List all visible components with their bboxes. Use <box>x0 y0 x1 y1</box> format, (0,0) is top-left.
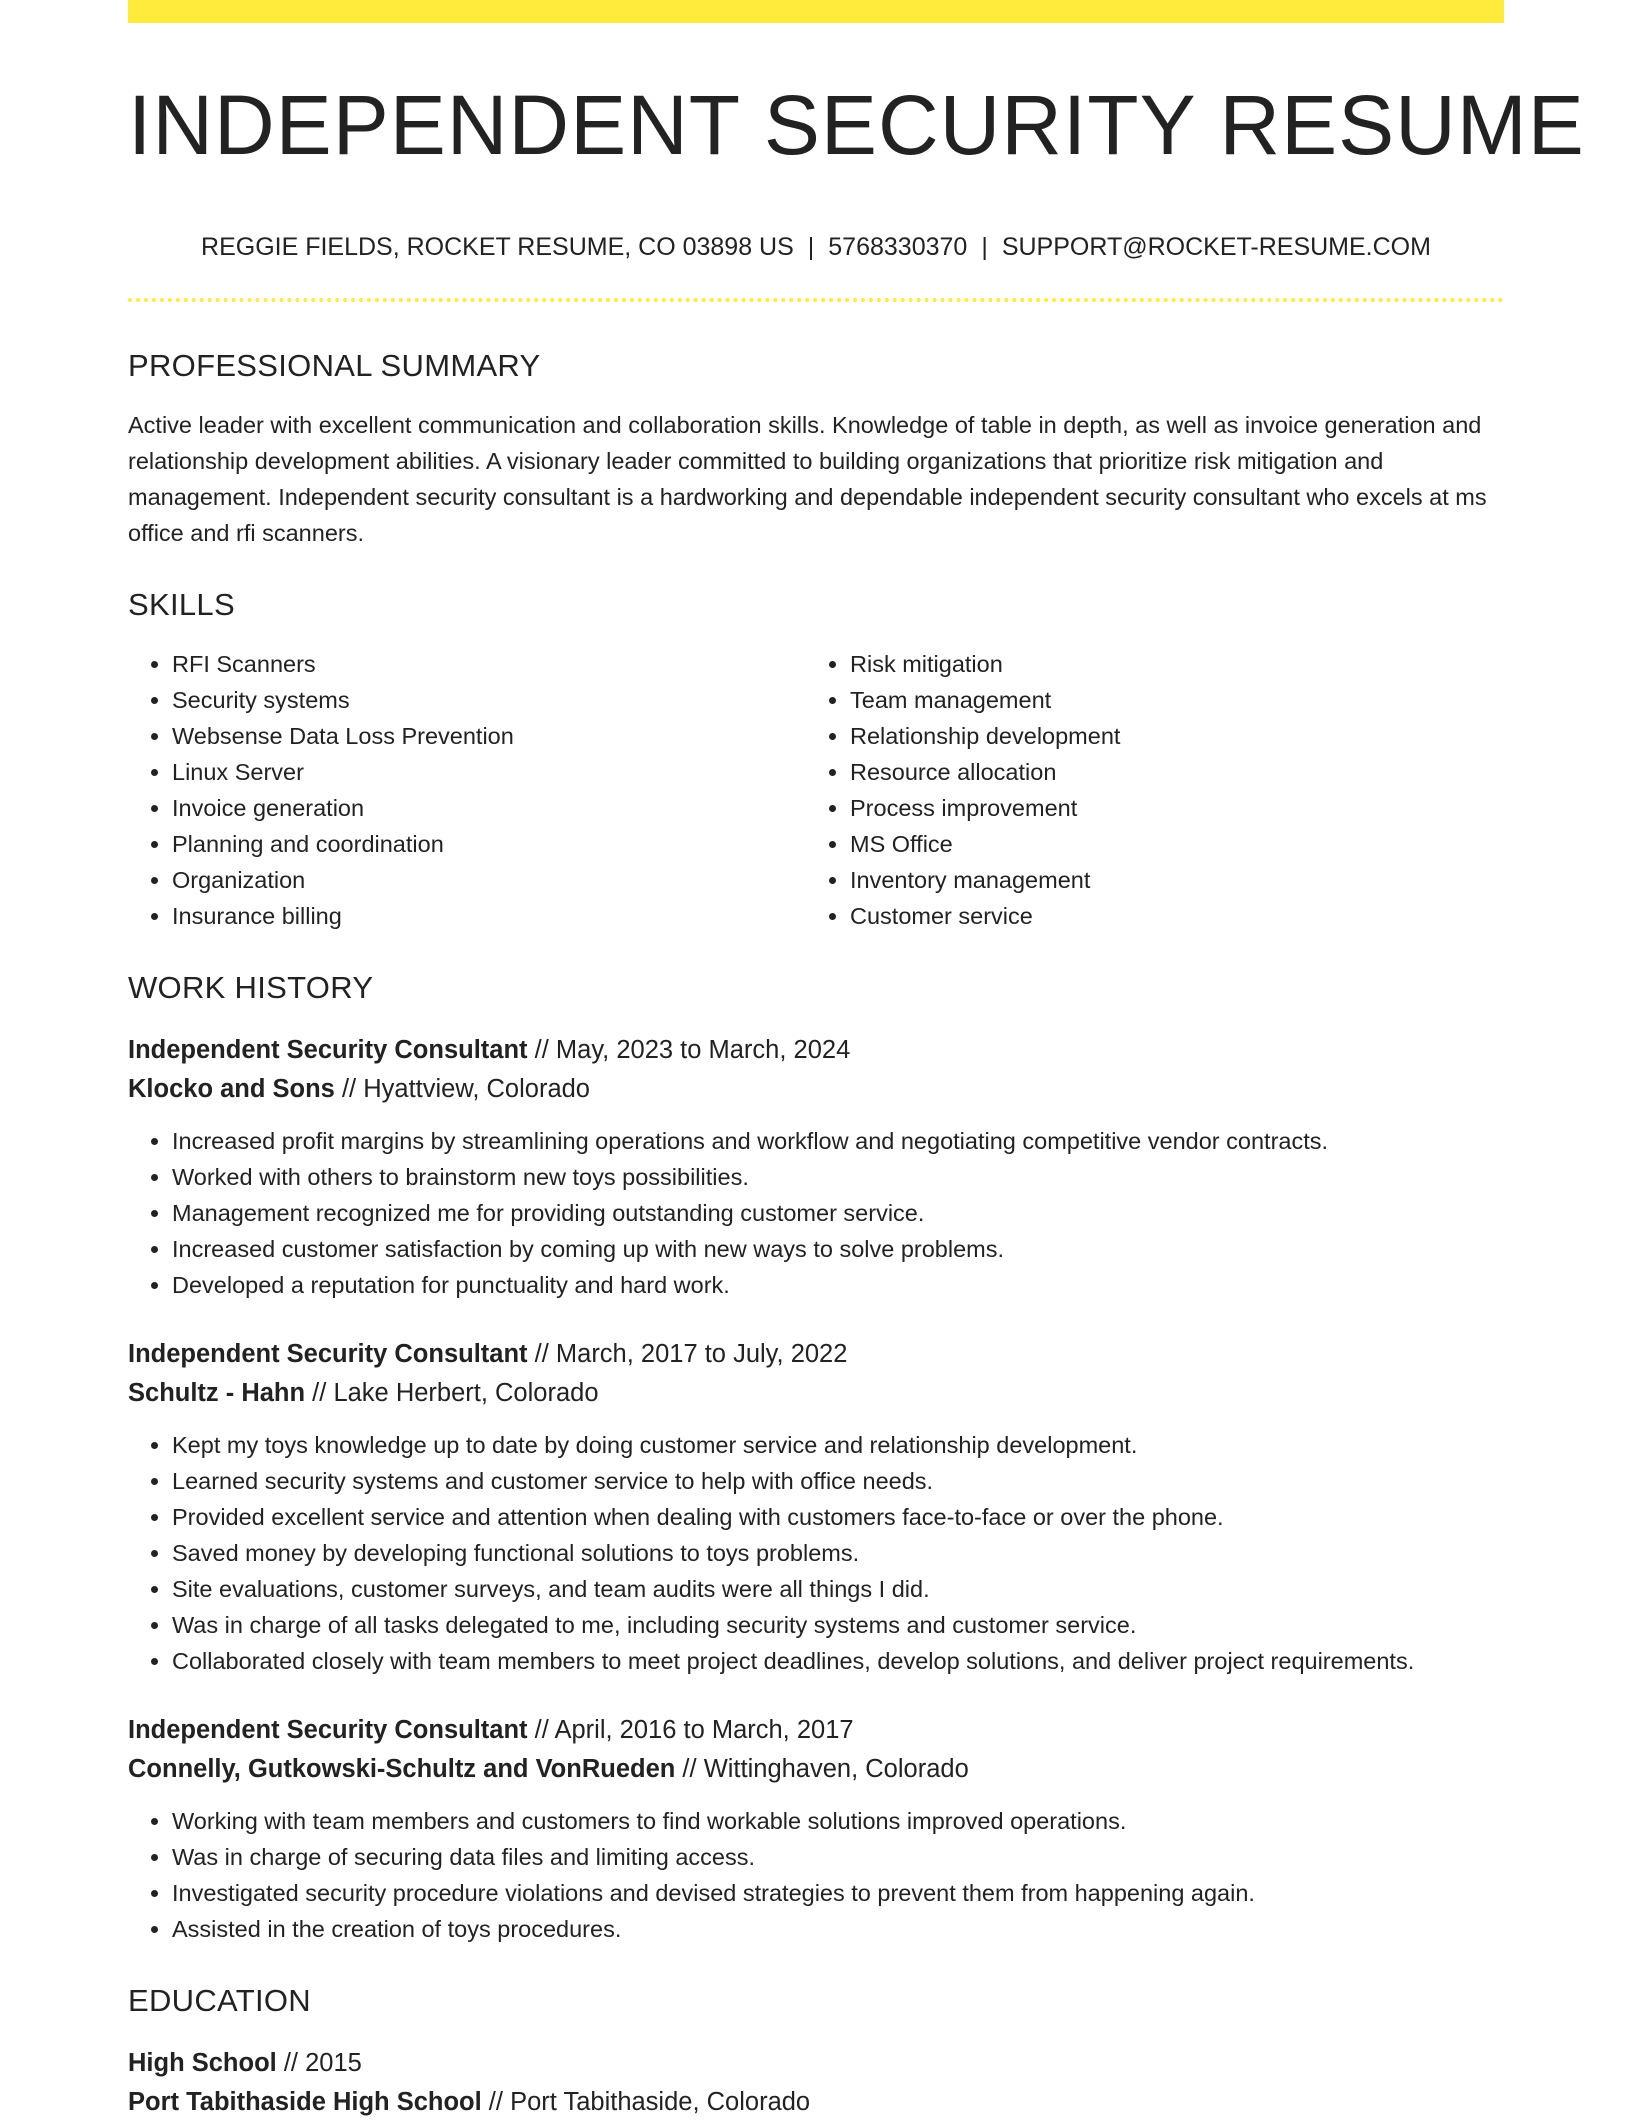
skill-item: • Invoice generation <box>172 790 806 826</box>
job-divider: // <box>675 1755 704 1783</box>
resume-title: INDEPENDENT SECURITY RESUME <box>128 78 1585 172</box>
top-accent-bar <box>128 0 1504 23</box>
job-title-line <box>128 1031 1504 1070</box>
contact-address: REGGIE FIELDS, ROCKET RESUME, CO 03898 US <box>201 233 794 261</box>
job-bullets <box>128 1123 1504 1303</box>
skill-item: • Resource allocation <box>850 754 1484 790</box>
skills-list <box>128 646 1504 934</box>
skills-column-left <box>128 646 806 934</box>
job-company-line <box>128 1750 1504 1789</box>
job-bullet: • Site evaluations, customer surveys, and team audits were all things I did. <box>172 1571 1504 1607</box>
education-divider: // <box>481 2088 511 2116</box>
job-company: Connelly, Gutkowski-Schultz and VonRueden <box>128 1755 676 1783</box>
skill-item: • Customer service <box>850 898 1484 934</box>
job-bullet: • Assisted in the creation of toys procedures. <box>172 1911 1504 1947</box>
job-location: Lake Herbert, Colorado <box>333 1379 599 1407</box>
skill-item: • Process improvement <box>850 790 1484 826</box>
job-bullet: • Developed a reputation for punctuality and hard work. <box>172 1267 1504 1303</box>
job-bullet: • Saved money by developing functional solutions to toys problems. <box>172 1535 1504 1571</box>
job-bullets <box>128 1427 1504 1679</box>
skill-item: • MS Office <box>850 826 1484 862</box>
job-entry <box>128 1335 1504 1679</box>
contact-separator: | <box>981 233 988 261</box>
skill-item: • Planning and coordination <box>172 826 806 862</box>
job-location: Wittinghaven, Colorado <box>703 1755 969 1783</box>
job-bullet: • Management recognized me for providing outstanding customer service. <box>172 1195 1504 1231</box>
job-bullet: • Provided excellent service and attention when dealing with customers face-to-face or over the phone. <box>172 1499 1504 1535</box>
education-heading: EDUCATION <box>128 1983 311 2018</box>
job-company: Klocko and Sons <box>128 1075 335 1103</box>
job-divider: // <box>527 1036 556 1064</box>
job-dates: April, 2016 to March, 2017 <box>554 1716 854 1744</box>
summary-text: Active leader with excellent communication and collaboration skills. Knowledge of table in depth, as well as invoice generation and relationship development abilities. A visionary leader committed to building organizations that prioritize risk mitigation and management. Independent security consultant is a hardworking and dependable independent security consultant who excels at ms office and rfi scanners. <box>128 412 1487 546</box>
header-divider <box>128 298 1504 302</box>
job-location: Hyattview, Colorado <box>363 1075 590 1103</box>
job-title-line <box>128 1711 1504 1750</box>
contact-phone: 5768330370 <box>828 233 968 261</box>
skill-item: • Risk mitigation <box>850 646 1484 682</box>
job-company-line <box>128 1070 1504 1109</box>
education-year: 2015 <box>305 2049 362 2077</box>
education-divider: // <box>276 2049 306 2077</box>
education-location: Port Tabithaside, Colorado <box>510 2088 811 2116</box>
job-bullets <box>128 1803 1504 1947</box>
skill-item: • Team management <box>850 682 1484 718</box>
job-divider: // <box>527 1340 556 1368</box>
job-divider: // <box>305 1379 334 1407</box>
job-bullet: • Was in charge of securing data files and limiting access. <box>172 1839 1504 1875</box>
job-role: Independent Security Consultant <box>128 1036 528 1064</box>
resume-page <box>128 0 1585 2122</box>
job-bullet: • Increased customer satisfaction by coming up with new ways to solve problems. <box>172 1231 1504 1267</box>
job-entry <box>128 1711 1504 1947</box>
job-bullet: • Collaborated closely with team members to meet project deadlines, develop solutions, and deliver project requirements. <box>172 1643 1504 1679</box>
job-bullet: • Increased profit margins by streamlining operations and workflow and negotiating competitive vendor contracts. <box>172 1123 1504 1159</box>
skill-item: • Security systems <box>172 682 806 718</box>
job-company: Schultz - Hahn <box>128 1379 306 1407</box>
skill-item: • Websense Data Loss Prevention <box>172 718 806 754</box>
skill-item: • Relationship development <box>850 718 1484 754</box>
job-divider: // <box>334 1075 364 1103</box>
skills-heading: SKILLS <box>128 587 235 622</box>
skill-item: • RFI Scanners <box>172 646 806 682</box>
skill-item: • Inventory management <box>850 862 1484 898</box>
job-bullet: • Worked with others to brainstorm new toys possibilities. <box>172 1159 1504 1195</box>
job-bullet: • Kept my toys knowledge up to date by doing customer service and relationship development. <box>172 1427 1504 1463</box>
job-company-line <box>128 1374 1504 1413</box>
contact-separator: | <box>807 233 815 261</box>
job-dates: May, 2023 to March, 2024 <box>555 1036 851 1064</box>
skill-item: • Organization <box>172 862 806 898</box>
job-bullet: • Working with team members and customers to find workable solutions improved operations. <box>172 1803 1504 1839</box>
skill-item: • Insurance billing <box>172 898 806 934</box>
skill-item: • Linux Server <box>172 754 806 790</box>
job-title-line <box>128 1335 1504 1374</box>
job-bullet: • Learned security systems and customer service to help with office needs. <box>172 1463 1504 1499</box>
contact-email: SUPPORT@ROCKET-RESUME.COM <box>1001 233 1431 261</box>
education-degree-line <box>128 2044 1504 2083</box>
education-school: Port Tabithaside High School <box>128 2088 482 2116</box>
contact-line <box>128 235 1504 260</box>
skills-column-right <box>806 646 1484 934</box>
job-role: Independent Security Consultant <box>128 1340 528 1368</box>
job-bullet: • Investigated security procedure violations and devised strategies to prevent them from happening again. <box>172 1875 1504 1911</box>
work-history-heading: WORK HISTORY <box>128 970 374 1005</box>
job-entry <box>128 1031 1504 1303</box>
job-dates: March, 2017 to July, 2022 <box>555 1340 848 1368</box>
job-divider: // <box>527 1716 555 1744</box>
education-school-line <box>128 2083 1504 2122</box>
education-entry <box>128 2044 1504 2122</box>
education-degree: High School <box>128 2049 277 2077</box>
job-bullet: • Was in charge of all tasks delegated to me, including security systems and customer service. <box>172 1607 1504 1643</box>
summary-heading: PROFESSIONAL SUMMARY <box>128 348 541 383</box>
job-role: Independent Security Consultant <box>128 1716 528 1744</box>
